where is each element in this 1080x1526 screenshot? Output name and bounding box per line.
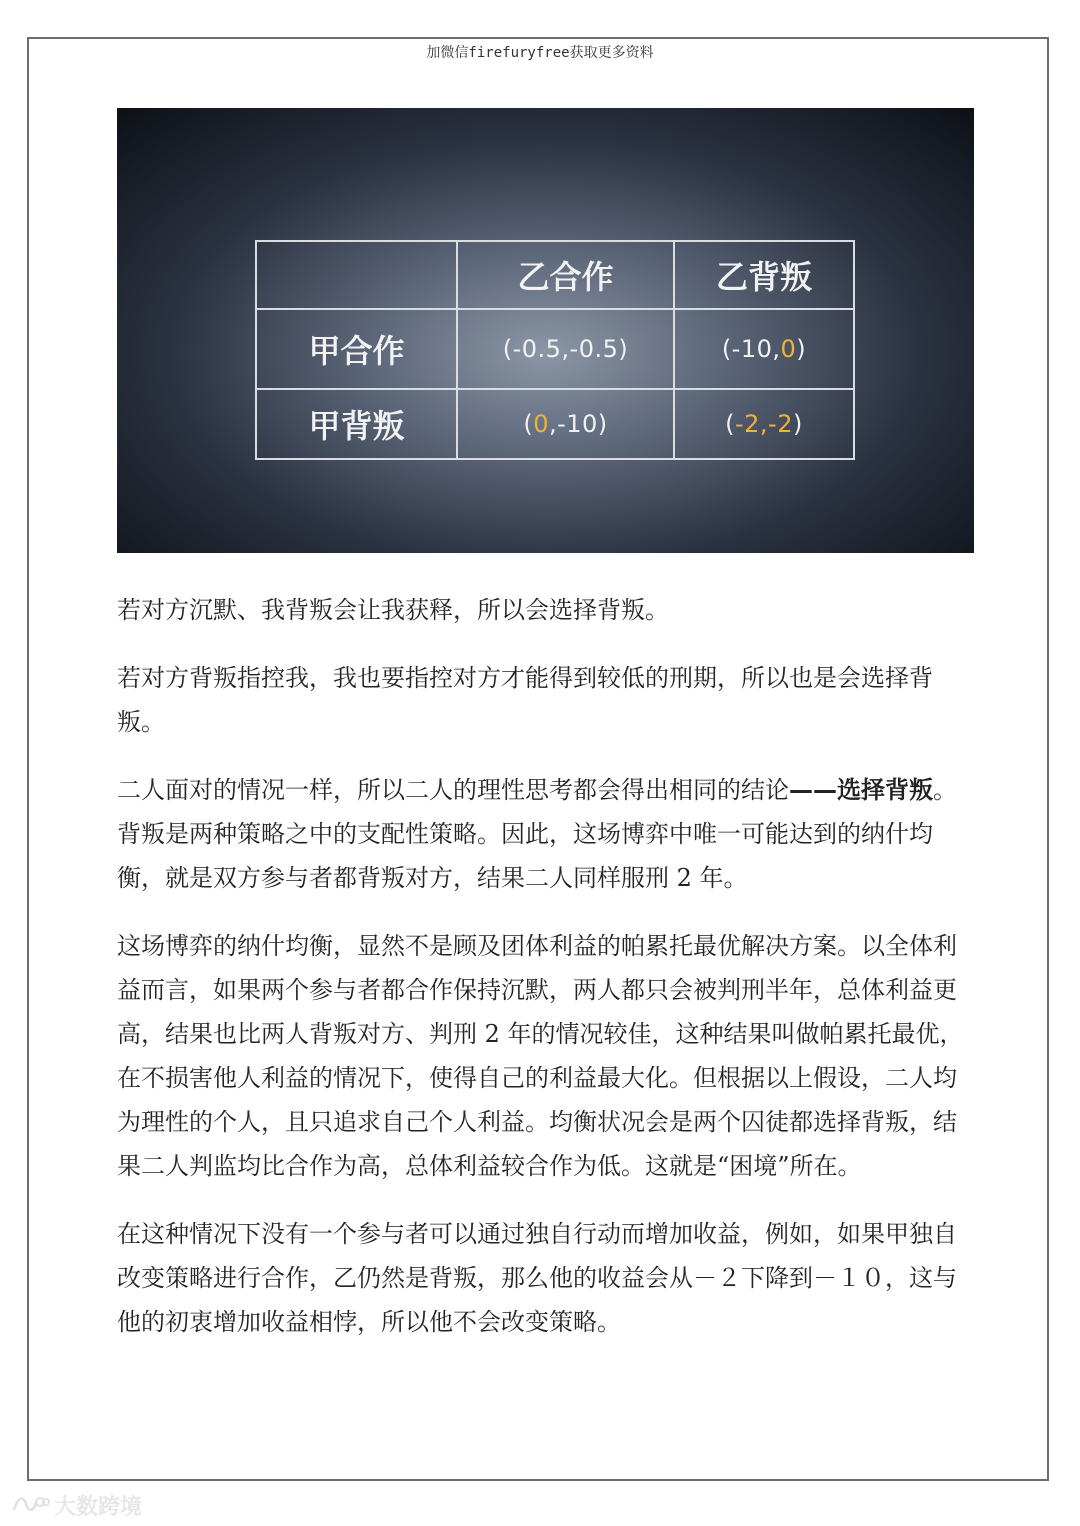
- row-header-a-cooperate: 甲合作: [256, 309, 457, 389]
- cell-coop-defect-pre: (-10,: [721, 335, 781, 363]
- table-row: [256, 389, 854, 459]
- cell-coop-defect-highlight: 0: [780, 335, 797, 363]
- cell-defect-coop-pre: (: [523, 410, 534, 438]
- cell-coop-coop-value: (-0.5,-0.5): [502, 335, 629, 363]
- cell-defect-coop-post: ,-10): [548, 410, 608, 438]
- body-text: [117, 588, 967, 1368]
- cell-defect-defect: [674, 389, 854, 459]
- cell-defect-defect-highlight: -2,-2: [735, 410, 793, 438]
- brand-logo-text: 大数跨境: [54, 1495, 143, 1520]
- cell-coop-defect: [674, 309, 854, 389]
- column-header-b-defect: 乙背叛: [674, 241, 854, 309]
- table-row: [256, 309, 854, 389]
- cell-defect-defect-post: ): [793, 410, 803, 438]
- cell-coop-coop: [457, 309, 674, 389]
- brand-watermark: [10, 1490, 142, 1521]
- payoff-matrix-slide: [117, 108, 974, 553]
- cell-coop-defect-post: ): [796, 335, 807, 363]
- paragraph-3: [117, 768, 967, 900]
- table-header-row: [256, 241, 854, 309]
- cell-defect-coop: [457, 389, 674, 459]
- column-header-b-cooperate: 乙合作: [457, 241, 674, 309]
- table-corner-cell: [256, 241, 457, 309]
- paragraph-5: 在这种情况下没有一个参与者可以通过独自行动而增加收益，例如，如果甲独自改变策略进行合作，乙仍然是背叛，那么他的收益会从－２下降到－１０，这与他的初衷增加收益相悖，所以他不会改变策略。: [117, 1220, 957, 1336]
- cell-defect-coop-highlight: 0: [533, 410, 549, 438]
- header-note: 加微信firefuryfree获取更多资料: [426, 45, 654, 61]
- paragraph-3-lead: 二人面对的情况一样，所以二人的理性思考都会得出相同的结论: [117, 776, 789, 804]
- paragraph-3-rest: 。背叛是两种策略之中的支配性策略。因此，这场博弈中唯一可能达到的纳什均衡，就是双方参与者都背叛对方，结果二人同样服刑 2 年。: [117, 776, 957, 892]
- paragraph-2: 若对方背叛指控我，我也要指控对方才能得到较低的刑期，所以也是会选择背叛。: [117, 664, 933, 736]
- payoff-matrix-table: [255, 240, 855, 460]
- paragraph-4: 这场博弈的纳什均衡，显然不是顾及团体利益的帕累托最优解决方案。以全体利益而言，如果两个参与者都合作保持沉默，两人都只会被判刑半年，总体利益更高，结果也比两人背叛对方、判刑 2 年的情况较佳，这种结果叫做帕累托最优，在不损害他人利益的情况下，使得自己的利益最大化。但根据以上假设，二人均为理性的个人，且只追求自己个人利益。均衡状况会是两个囚徒都选择背叛，结果二人判监均比合作为高，总体利益较合作为低。这就是“困境”所在。: [117, 932, 964, 1180]
- paragraph-3-emphasis: ——选择背叛: [789, 776, 933, 804]
- row-header-a-defect: 甲背叛: [256, 389, 457, 459]
- paragraph-1: 若对方沉默、我背叛会让我获释，所以会选择背叛。: [117, 596, 669, 624]
- cell-defect-defect-pre: (: [725, 410, 735, 438]
- brand-logo-icon: [10, 1492, 50, 1520]
